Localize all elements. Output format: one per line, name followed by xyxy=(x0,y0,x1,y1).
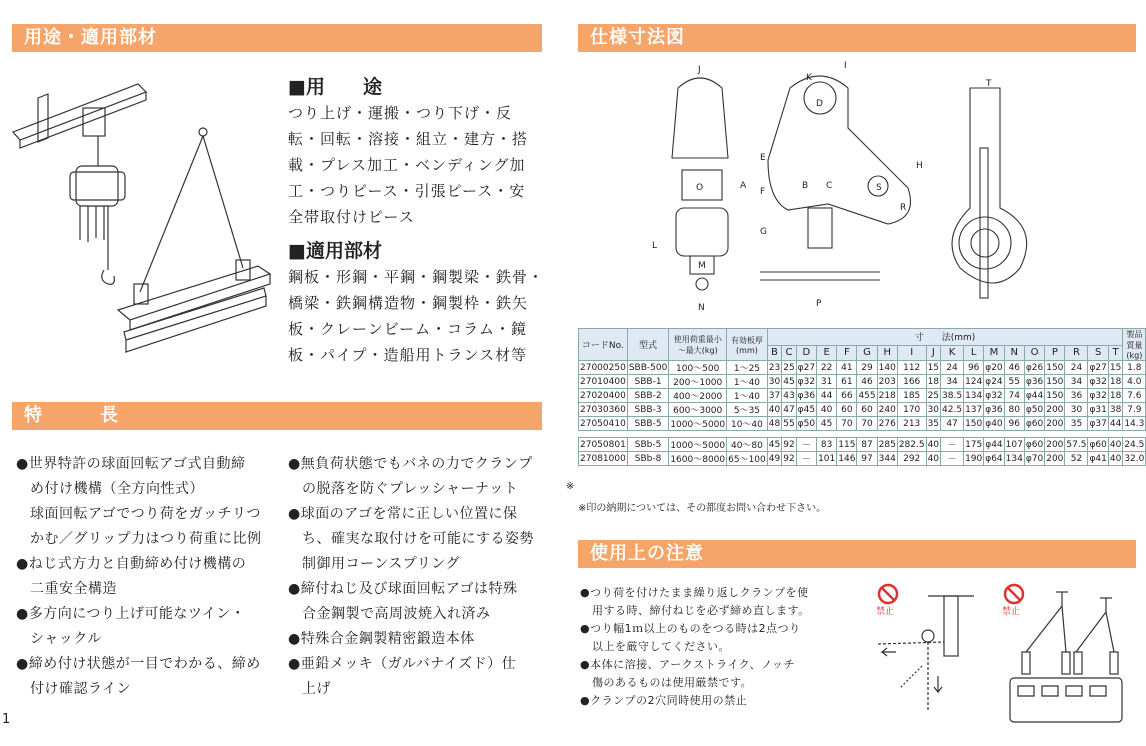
usage-title-bar: 用途・適用部材 xyxy=(12,24,542,52)
table-cell: 23 xyxy=(768,362,781,373)
table-cell: 34 xyxy=(941,375,964,389)
prohibited-scene-1 xyxy=(868,582,980,722)
table-cell: 65～100 xyxy=(727,452,768,466)
table-cell: φ31 xyxy=(1089,404,1107,415)
dim-label: N xyxy=(698,303,705,313)
table-cell: 27050410 xyxy=(580,418,626,429)
table-cell: 24 xyxy=(941,361,964,375)
table-cell: － xyxy=(941,438,964,452)
caution-item: ●クランプの2穴同時使用の禁止 xyxy=(580,694,748,707)
table-cell: 170 xyxy=(897,403,926,417)
dim-label: K xyxy=(806,73,812,83)
table-cell: 31 xyxy=(817,375,837,389)
table-cell: 66 xyxy=(837,389,857,403)
table-cell: 25 xyxy=(927,390,940,401)
table-cell: 203 xyxy=(878,376,896,387)
caution-item: 以上を厳守してください。 xyxy=(592,640,730,653)
dim-label: H xyxy=(916,161,923,171)
dim-letter-header: O xyxy=(1024,345,1044,360)
dim-letter-header: J xyxy=(926,345,940,360)
table-cell: 52 xyxy=(1065,452,1088,466)
table-cell: 36 xyxy=(1065,389,1088,403)
table-cell: φ50 xyxy=(1025,404,1044,415)
table-cell: φ37 xyxy=(1089,418,1107,429)
caution-item: ●つり幅1ｍ以上のものをつる時は2点つり xyxy=(580,622,801,635)
table-cell: 4.0 xyxy=(1123,375,1146,389)
prohibited-label-1: 禁止 xyxy=(876,607,895,617)
feature-line: 付け確認ライン xyxy=(30,681,132,697)
feature-line: ●亜鉛メッキ（ガルバナイズド）仕 xyxy=(288,656,517,672)
table-cell: SBB-3 xyxy=(627,403,669,417)
usage-line: 全帯取付けピース xyxy=(288,208,415,226)
table-cell: 96 xyxy=(964,361,984,375)
table-cell: 97 xyxy=(857,452,877,466)
dim-letter-header: C xyxy=(782,345,796,360)
feature-line: ●特殊合金鋼製精密鍛造本体 xyxy=(288,631,475,647)
table-cell: 42.5 xyxy=(942,404,963,415)
dim-letter-header: L xyxy=(964,345,984,360)
table-cell: 41 xyxy=(837,361,857,375)
table-cell: 218 xyxy=(878,390,896,401)
table-cell: 30 xyxy=(927,404,940,415)
table-cell: φ36 xyxy=(1025,376,1044,387)
table-cell: 30 xyxy=(768,376,781,387)
table-cell: φ27 xyxy=(1089,362,1107,373)
dim-label: E xyxy=(760,153,766,163)
dimension-diagram xyxy=(630,58,1040,316)
table-cell: 40～80 xyxy=(727,438,768,452)
table-cell: 276 xyxy=(878,418,896,429)
usage-line: 載・プレス加工・ベンディング加 xyxy=(288,156,526,174)
table-cell: φ60 xyxy=(1089,439,1107,450)
spec-title-bar: 仕様寸法図 xyxy=(578,24,1136,52)
table-cell: φ27 xyxy=(797,362,816,373)
dim-label: R xyxy=(900,203,907,213)
feature-line: 球面回転アゴでつり荷をガッチリつ xyxy=(30,506,262,522)
feature-line: ●球面のアゴを常に正しい位置に保 xyxy=(288,506,518,522)
table-cell: 7.6 xyxy=(1123,389,1146,403)
table-cell: φ44 xyxy=(985,439,1003,450)
table-cell: φ36 xyxy=(985,404,1003,415)
table-cell: 48 xyxy=(768,418,781,429)
table-cell: φ26 xyxy=(1025,362,1044,373)
dim-label: L xyxy=(652,241,658,251)
prohibited-illustration-2 xyxy=(996,582,1134,730)
feature-line: ●無負荷状態でもバネの力でクランプ xyxy=(288,456,533,472)
table-cell: 57.5 xyxy=(1066,439,1087,450)
table-cell: 150 xyxy=(1046,390,1064,401)
table-cell: 44 xyxy=(817,389,837,403)
caution-list xyxy=(580,584,852,710)
table-cell: 55 xyxy=(783,418,795,429)
table-cell: － xyxy=(796,438,816,452)
table-cell: 40 xyxy=(1109,439,1122,450)
dim-label: S xyxy=(876,183,882,193)
table-cell: 455 xyxy=(858,390,876,401)
table-cell: 37 xyxy=(768,390,781,401)
table-cell: 7.9 xyxy=(1123,403,1146,417)
feature-line: 制御用コーンスプリング xyxy=(302,556,460,572)
table-cell: 107 xyxy=(1005,439,1023,450)
feature-line: 合金鋼製で高周波焼入れ済み xyxy=(302,606,491,622)
table-row xyxy=(579,417,1146,431)
table-cell: 18 xyxy=(927,376,940,387)
table-cell: 44 xyxy=(1109,418,1122,429)
table-mark: ※ xyxy=(566,481,575,492)
table-cell: 1600～8000 xyxy=(669,452,727,466)
table-cell: 24 xyxy=(1065,361,1088,375)
table-cell: 100～500 xyxy=(669,361,727,375)
table-cell: 1～25 xyxy=(727,361,768,375)
dim-letter-header: P xyxy=(1045,345,1065,360)
table-cell: － xyxy=(941,452,964,466)
table-cell: 27050801 xyxy=(580,439,626,450)
table-cell: 15 xyxy=(1109,362,1122,373)
table-cell: 115 xyxy=(838,439,856,450)
dim-letter-header: G xyxy=(857,345,877,360)
col-load: 使用荷重最小～最大(kg) xyxy=(669,329,727,361)
table-cell: φ32 xyxy=(1089,390,1107,401)
prohibited-illustration-1 xyxy=(868,582,980,722)
table-cell: 292 xyxy=(897,452,926,466)
table-cell: SBB-500 xyxy=(628,362,668,373)
feature-line: ち、確実な取付けを可能にする姿勢 xyxy=(302,531,534,547)
table-cell: 40 xyxy=(768,404,781,415)
materials-text xyxy=(288,264,548,368)
table-footnote: ※印の納期については、その都度お問い合わせ下さい。 xyxy=(578,503,827,514)
usage-heading: ■用 途 xyxy=(288,76,382,98)
table-cell: 46 xyxy=(1004,361,1024,375)
table-cell: 27020400 xyxy=(580,390,626,401)
table-cell: 344 xyxy=(878,453,896,464)
dim-label: I xyxy=(844,61,847,71)
table-cell: SBB-5 xyxy=(627,417,669,431)
table-cell: 47 xyxy=(941,417,964,431)
features-title-bar: 特 長 xyxy=(12,402,542,430)
features-right xyxy=(288,452,550,702)
table-cell: 240 xyxy=(878,404,896,415)
table-cell: 38 xyxy=(1109,404,1122,415)
table-cell: 18 xyxy=(1109,390,1122,401)
dim-letter-header: R xyxy=(1065,345,1088,360)
table-cell: 40 xyxy=(927,453,940,464)
usage-text xyxy=(288,100,548,230)
dim-label: D xyxy=(816,99,823,109)
table-cell: 96 xyxy=(1004,417,1024,431)
dim-letter-header: I xyxy=(897,345,926,360)
table-cell: 400～2000 xyxy=(669,389,727,403)
table-cell: 1～40 xyxy=(727,389,768,403)
table-cell: SBb-8 xyxy=(627,452,669,466)
table-cell: 5～35 xyxy=(727,403,768,417)
feature-line: ●ねじ式方力と自動締め付け機構の xyxy=(16,556,247,572)
table-cell: 1.8 xyxy=(1123,361,1146,375)
table-cell: 49 xyxy=(768,453,781,464)
feature-line: ●多方向につり上げ可能なツイン・ xyxy=(16,606,246,622)
dim-letter-header: T xyxy=(1108,345,1122,360)
usage-line: 工・つりピース・引張ピース・安 xyxy=(288,182,526,200)
materials-line: 板・クレーンビーム・コラム・鏡 xyxy=(288,320,527,338)
feature-line: め付け機構（全方向性式） xyxy=(30,481,204,497)
usage-line: 転・回転・溶接・組立・建方・搭 xyxy=(288,130,529,148)
table-cell: φ20 xyxy=(985,362,1003,373)
table-cell: 150 xyxy=(965,418,983,429)
table-cell: 1000～5000 xyxy=(669,417,727,431)
table-cell: 24.5 xyxy=(1124,439,1145,450)
table-cell: φ60 xyxy=(1025,418,1044,429)
dim-label: G xyxy=(760,227,767,237)
table-cell: 200 xyxy=(1046,439,1064,450)
table-cell: 27010400 xyxy=(580,376,626,387)
table-cell: 101 xyxy=(818,453,836,464)
table-cell: 112 xyxy=(897,361,926,375)
table-cell: 282.5 xyxy=(898,439,925,450)
dim-letter-header: B xyxy=(767,345,781,360)
usage-illustration xyxy=(8,70,278,370)
table-cell: 83 xyxy=(817,438,837,452)
table-cell: 213 xyxy=(897,417,926,431)
table-cell: 60 xyxy=(837,403,857,417)
table-cell: 80 xyxy=(1004,403,1024,417)
table-cell: 46 xyxy=(857,375,877,389)
dim-letter-header: E xyxy=(817,345,837,360)
materials-line: 橋梁・鉄鋼構造物・鋼製枠・鉄矢 xyxy=(288,294,529,312)
prohibited-label-2: 禁止 xyxy=(1002,607,1021,617)
table-cell: 185 xyxy=(897,389,926,403)
table-cell: 34 xyxy=(1065,375,1088,389)
table-cell: φ70 xyxy=(1025,453,1044,464)
table-cell: 200 xyxy=(1046,418,1064,429)
table-cell: 18 xyxy=(1109,376,1122,387)
table-cell: 45 xyxy=(768,439,781,450)
table-cell: 43 xyxy=(783,390,795,401)
table-cell: 70 xyxy=(837,417,857,431)
caution-item: ●本体に溶接、アークストライク、ノッチ xyxy=(580,658,795,671)
table-cell: 1～40 xyxy=(727,375,768,389)
feature-line: ●世界特許の球面回転アゴ式自動締 xyxy=(16,456,246,472)
table-cell: 40 xyxy=(927,439,940,450)
dim-letter-header: M xyxy=(984,345,1004,360)
col-dims: 寸 法(mm) xyxy=(767,329,1123,346)
table-cell: φ24 xyxy=(985,376,1003,387)
table-cell: 45 xyxy=(783,376,795,387)
table-cell: 40 xyxy=(1109,453,1122,464)
table-cell: 32.0 xyxy=(1124,453,1145,464)
table-cell: SBb-5 xyxy=(627,438,669,452)
dim-letter-header: D xyxy=(796,345,816,360)
table-cell: 30 xyxy=(1065,403,1088,417)
page-number: 1 xyxy=(2,712,11,727)
table-cell: 146 xyxy=(838,453,856,464)
dim-label: P xyxy=(816,299,822,309)
caution-title-bar: 使用上の注意 xyxy=(578,540,1136,568)
table-cell: 61 xyxy=(837,375,857,389)
dim-label: M xyxy=(698,261,706,271)
table-cell: φ50 xyxy=(797,418,816,429)
col-weight: 製品質量(kg) xyxy=(1123,329,1146,361)
table-row xyxy=(579,375,1146,389)
table-row xyxy=(579,452,1146,466)
table-cell: 175 xyxy=(965,439,983,450)
dim-letter-header: K xyxy=(941,345,964,360)
table-cell: 27030360 xyxy=(580,404,626,415)
feature-line: かむ／グリップ力はつり荷重に比例 xyxy=(30,531,262,547)
table-cell: 134 xyxy=(1005,453,1023,464)
dim-label: T xyxy=(986,79,992,89)
materials-line: 鋼板・形鋼・平鋼・鋼製梁・鉄骨・ xyxy=(288,268,545,286)
table-cell: 200 xyxy=(1046,453,1064,464)
table-cell: 200～1000 xyxy=(669,375,727,389)
dim-letter-header: F xyxy=(837,345,857,360)
spec-table xyxy=(578,328,1146,466)
features-left xyxy=(16,452,278,702)
table-cell: 55 xyxy=(1004,375,1024,389)
table-cell: 22 xyxy=(817,361,837,375)
col-model: 型式 xyxy=(627,329,669,361)
applicable-materials-heading: ■適用部材 xyxy=(288,240,382,262)
dim-letter-header: S xyxy=(1088,345,1108,360)
table-row xyxy=(579,403,1146,417)
feature-line: の脱落を防ぐプレッシャーナット xyxy=(302,481,519,497)
table-cell: 137 xyxy=(965,404,983,415)
col-code: コードNo. xyxy=(579,329,628,361)
table-cell: φ32 xyxy=(1089,376,1107,387)
dim-label: O xyxy=(696,183,704,193)
table-row xyxy=(579,361,1146,375)
table-cell: － xyxy=(796,452,816,466)
table-cell: 150 xyxy=(1046,362,1064,373)
table-cell: 92 xyxy=(783,439,795,450)
caution-item: 傷のあるものは使用厳禁です。 xyxy=(592,676,753,689)
caution-item: 用する時、締付ねじを必ず締め直します。 xyxy=(592,604,810,617)
table-cell: SBB-2 xyxy=(627,389,669,403)
dim-label: J xyxy=(698,65,701,75)
table-cell: φ60 xyxy=(1025,439,1044,450)
table-cell: 45 xyxy=(817,417,837,431)
table-cell: 60 xyxy=(857,403,877,417)
table-cell: SBB-1 xyxy=(627,375,669,389)
table-cell: 92 xyxy=(783,453,795,464)
table-cell: φ44 xyxy=(1025,390,1044,401)
feature-line: 上げ xyxy=(302,681,331,697)
table-cell: 70 xyxy=(857,417,877,431)
feature-line: ●締め付け状態が一目でわかる、締め xyxy=(16,656,261,672)
table-cell: 200 xyxy=(1046,404,1064,415)
table-row xyxy=(579,389,1146,403)
table-cell: 14.3 xyxy=(1124,418,1145,429)
dim-label: C xyxy=(826,181,833,191)
table-cell: φ32 xyxy=(797,376,816,387)
table-cell: 140 xyxy=(878,362,896,373)
table-cell: φ40 xyxy=(985,418,1003,429)
table-cell: 35 xyxy=(1065,417,1088,431)
table-cell: 27081000 xyxy=(580,453,626,464)
table-cell: 29 xyxy=(857,361,877,375)
table-cell: 190 xyxy=(965,453,983,464)
table-cell: 1000～5000 xyxy=(669,438,727,452)
materials-line: 板・パイプ・造船用トランス材等 xyxy=(288,346,528,364)
table-cell: φ45 xyxy=(797,404,816,415)
table-cell: φ41 xyxy=(1089,453,1107,464)
col-thickness: 有効板厚(mm) xyxy=(727,329,768,361)
table-cell: 15 xyxy=(927,362,940,373)
table-cell: 134 xyxy=(965,390,983,401)
table-cell: φ32 xyxy=(985,390,1003,401)
dim-letter-header: N xyxy=(1004,345,1024,360)
table-cell: 40 xyxy=(817,403,837,417)
table-cell: 27000250 xyxy=(580,362,626,373)
usage-line: つり上げ・運搬・つり下げ・反 xyxy=(288,104,513,122)
table-cell: φ36 xyxy=(797,390,816,401)
table-cell: 38.5 xyxy=(942,390,963,401)
table-cell: 600～3000 xyxy=(669,403,727,417)
table-cell: 10～40 xyxy=(727,417,768,431)
table-cell: 150 xyxy=(1046,376,1064,387)
table-cell: 35 xyxy=(927,418,940,429)
table-cell: 47 xyxy=(783,404,795,415)
dim-label: B xyxy=(802,181,809,191)
dim-label: F xyxy=(760,187,766,197)
table-cell: 124 xyxy=(965,376,983,387)
table-cell: 166 xyxy=(897,375,926,389)
dim-label: A xyxy=(740,181,747,191)
caution-item: ●つり荷を付けたまま繰り返しクランプを使 xyxy=(580,586,809,599)
table-row xyxy=(579,438,1146,452)
feature-line: シャックル xyxy=(30,631,102,647)
feature-line: 二重安全構造 xyxy=(30,581,117,597)
table-cell: φ64 xyxy=(985,453,1003,464)
table-cell: 285 xyxy=(878,439,896,450)
table-cell: 25 xyxy=(783,362,795,373)
table-cell: 87 xyxy=(857,438,877,452)
feature-line: ●締付ねじ及び球面回転アゴは特殊 xyxy=(288,581,518,597)
table-cell: 74 xyxy=(1004,389,1024,403)
dim-letter-header: H xyxy=(877,345,897,360)
